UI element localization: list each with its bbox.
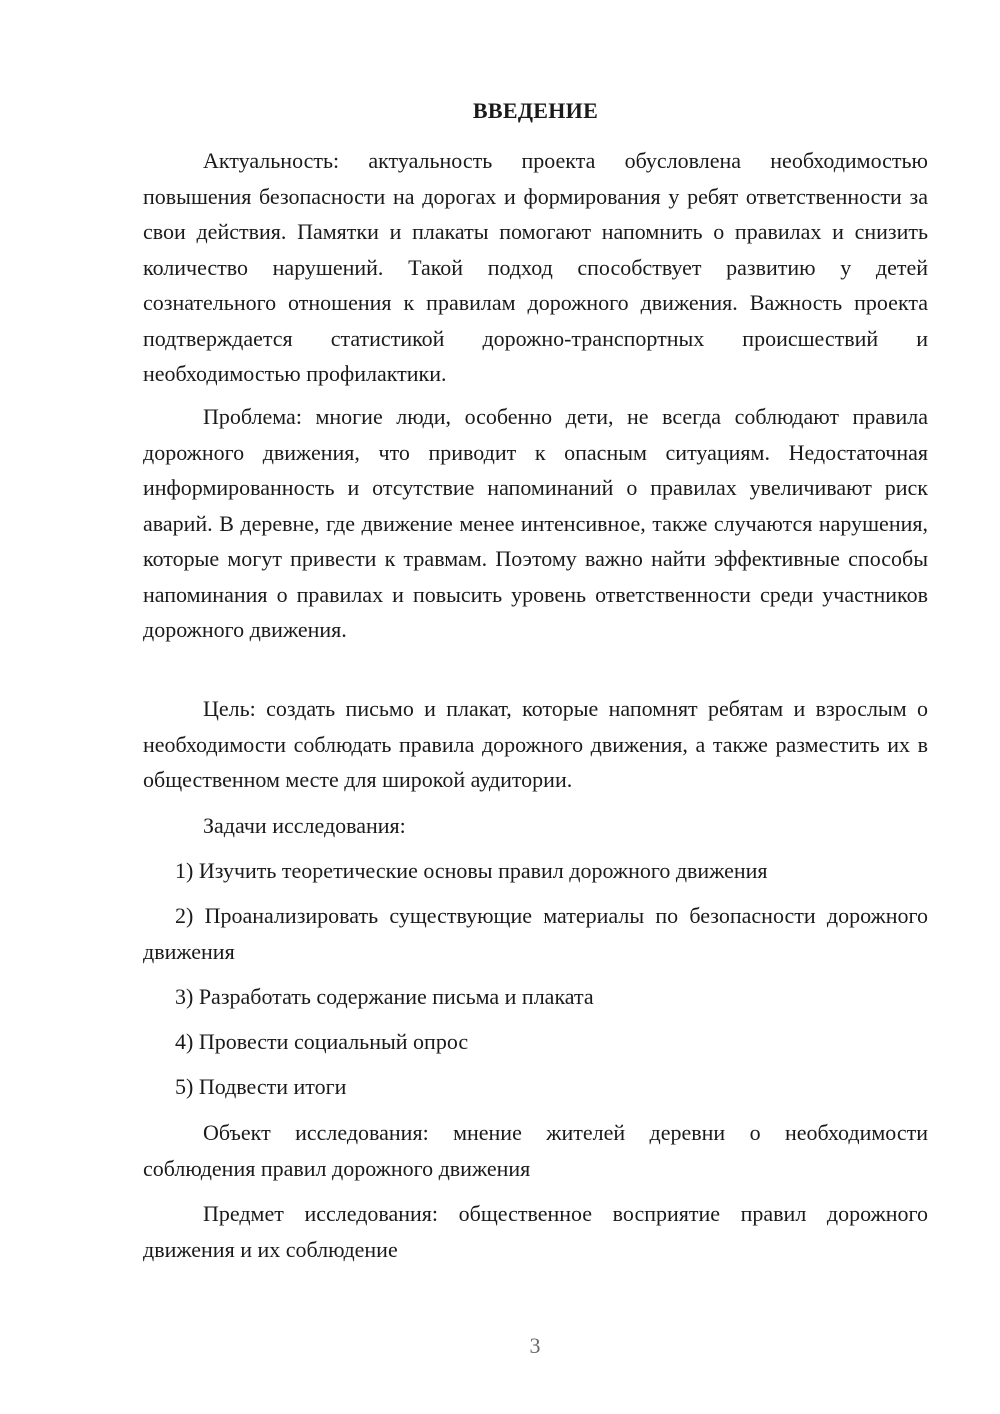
paragraph-problem: Проблема: многие люди, особенно дети, не всегда соблюдают правила дорожного движения, что приводит к опасным ситуациям. Недостаточная информированность и отсутствие напоминаний о правилах увеличивают риск аварий. В деревне, где движение менее интенсивное, также случаются нарушения, которые могут привести к травмам. Поэтому важно найти эффективные способы напоминания о правилах и повысить уровень ответственности среди участников дорожного движения. (143, 404, 928, 642)
paragraph-subject: Предмет исследования: общественное восприятие правил дорожного движения и их соблюдение (143, 1201, 928, 1262)
task-item: 2) Проанализировать существующие материалы по безопасности дорожного движения (143, 903, 928, 964)
section-heading: ВВЕДЕНИЕ (472, 98, 599, 123)
tasks-title: Задачи исследования: (203, 813, 406, 838)
task-item: 5) Подвести итоги (175, 1074, 347, 1099)
paragraph-goal: Цель: создать письмо и плакат, которые напомнят ребятам и взрослым о необходимости соблюдать правила дорожного движения, а также разместить их в общественном месте для широкой аудитории. (143, 696, 928, 792)
task-item: 1) Изучить теоретические основы правил дорожного движения (175, 858, 768, 883)
paragraph-object: Объект исследования: мнение жителей деревни о необходимости соблюдения правил дорожного движения (143, 1120, 928, 1181)
paragraph-relevance: Актуальность: актуальность проекта обусловлена необходимостью повышения безопасности на дорогах и формирования у ребят ответственности за свои действия. Памятки и плакаты помогают напомнить о правилах и снизить количество нарушений. Такой подход способствует развитию у детей сознательного отношения к правилам дорожного движения. Важность проекта подтверждается статистикой дорожно-транспортных происшествий и необходимостью профилактики. (143, 148, 928, 386)
task-item: 3) Разработать содержание письма и плаката (175, 984, 594, 1009)
task-item: 4) Провести социальный опрос (175, 1029, 469, 1054)
page-number: 3 (529, 1333, 541, 1358)
